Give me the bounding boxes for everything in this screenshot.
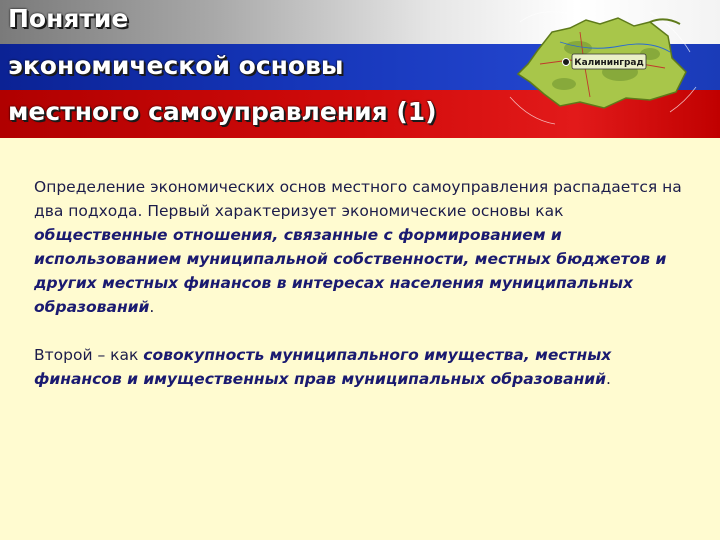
- paragraph-second-approach: [34, 343, 684, 391]
- paragraph-text: Второй – как: [34, 346, 144, 364]
- emphasis-text: совокупность муниципального имущества, местных финансов и имущественных прав муниципальных образований: [34, 346, 612, 388]
- slide-title-line-3: местного самоуправления (1): [8, 97, 437, 126]
- map-city-label: Калининград: [574, 58, 644, 68]
- slide-title-line-1: Понятие: [8, 4, 129, 33]
- paragraph-text: Определение экономических основ местного самоуправления распадается на два подхода. Первый характеризует экономические основы как: [34, 178, 682, 220]
- slide-body: [34, 175, 684, 391]
- slide-title-line-2: экономической основы: [8, 51, 344, 80]
- slide-header: [0, 0, 720, 138]
- paragraph-end: .: [149, 298, 155, 316]
- emphasis-text: общественные отношения, связанные с формированием и использованием муниципальной собственности, местных бюджетов и других местных финансов в интересах населения муниципальных образований: [34, 226, 667, 316]
- kaliningrad-map-icon: [500, 2, 700, 132]
- paragraph-first-approach: [34, 175, 684, 319]
- paragraph-end: .: [606, 370, 611, 388]
